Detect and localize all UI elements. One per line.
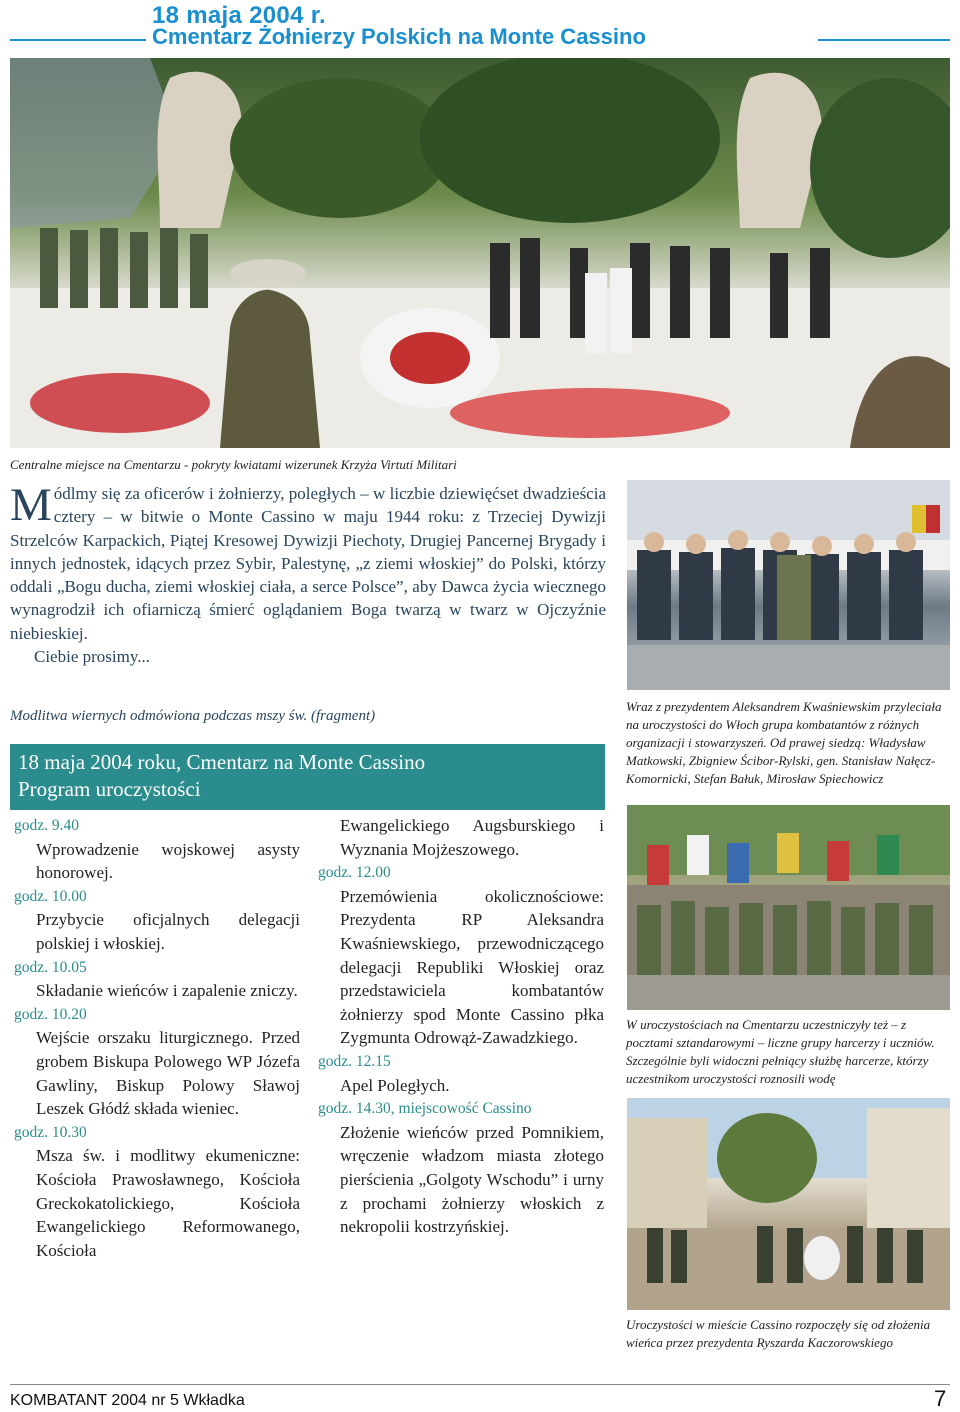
cassino-town-photo-caption: Uroczystości w mieście Cassino rozpoczęły się od złożenia wieńca przez prezydenta Ryszarda Kaczorowskiego — [626, 1317, 931, 1350]
program-time: godz. 10.30 — [14, 1123, 87, 1141]
program-right-column — [318, 814, 604, 1239]
program-time: godz. 14.30, miejscowość Cassino — [318, 1100, 532, 1118]
program-description: Wejście orszaku liturgicznego. Przed grobem Biskupa Polowego WP Józefa Gawliny, Biskup Polowy Sławoj Leszek Głódź składa wieniec. — [36, 1028, 300, 1119]
program-entry — [318, 1097, 604, 1239]
scouts-photo-caption: W uroczystościach na Cmentarzu uczestniczyły też – z pocztami sztandarowymi – liczne grupy harcerzy i uczniów. Szczególnie byli widoczni pełniący służbę harcerze, którzy uczestnikom uroczystości roznosili wodę — [626, 1017, 935, 1086]
program-entry — [14, 814, 300, 885]
program-time: godz. 10.05 — [14, 958, 87, 976]
main-photo-caption: Centralne miejsce na Cmentarzu - pokryty kwiatami wizerunek Krzyża Virtuti Militari — [10, 457, 457, 472]
veterans-photo — [627, 480, 950, 690]
program-title-box — [10, 744, 605, 810]
page-number: 7 — [934, 1386, 947, 1411]
prayer-text: ódlmy się za oficerów i żołnierzy, poległych – w liczbie dziewięćset dwadzieścia cztery – w bitwie o Monte Cassino w maju 1944 roku: z Trzeciej Dywizji Strzelców Karpackich, Piątej Kresowej Dywizji Piechoty, Drugiej Pancernej Brygady i innych jednostek, idących przez Sybir, Palestynę, „z ziemi włoskiej” do Polski, którzy oddali „Bogu ducha, ziemi włoskiej ciała, a serce Polsce”, aby Dawca życia wiecznego wynagrodził ich ofiarniczą śmierć oglądaniem Boga twarzą w twarz w Ojczyźnie niebieskiej. — [10, 484, 606, 643]
program-left-column — [14, 814, 300, 1262]
program-time: godz. 9.40 — [14, 817, 80, 834]
program-entry — [318, 861, 604, 1050]
program-description: Apel Poległych. — [340, 1075, 450, 1095]
program-description: Złożenie wieńców przed Pomnikiem, wręczenie władzom miasta złotego pierścienia „Golgoty Wschodu” i urny z prochami żołnierzy włoskich z nekropolii kostrzyńskiej. — [340, 1122, 604, 1237]
main-photo-illustration — [10, 58, 950, 448]
prayer-text-block — [10, 479, 606, 668]
header-title: Cmentarz Żołnierzy Polskich na Monte Cassino — [152, 24, 646, 49]
footer-publication: KOMBATANT 2004 nr 5 Wkładka — [10, 1392, 245, 1409]
program-time: godz. 12.15 — [318, 1052, 391, 1070]
prayer-source: Modlitwa wiernych odmówiona podczas mszy św. (fragment) — [10, 708, 376, 724]
prayer-dropcap: M — [10, 479, 52, 531]
page-header — [0, 0, 960, 60]
header-rule-right — [818, 39, 950, 41]
header-date: 18 maja 2004 r. — [152, 2, 326, 29]
prayer-closing: Ciebie prosimy... — [34, 647, 150, 667]
program-description: Wprowadzenie wojskowej asysty honorowej. — [36, 839, 300, 883]
main-ceremony-photo — [10, 58, 950, 448]
program-entry — [14, 1003, 300, 1121]
cassino-town-photo-illustration — [627, 1098, 950, 1310]
scouts-photo-illustration — [627, 805, 950, 1010]
program-time: godz. 10.20 — [14, 1005, 87, 1023]
program-continuation: Ewangelickiego Augsburskiego i Wyznania Mojżeszowego. — [340, 816, 604, 859]
program-entry — [318, 1050, 604, 1097]
program-description: Przemówienia okolicznościowe: Prezydenta RP Aleksandra Kwaśniewskiego, przewodniczącego delegacji Republiki Włoskiej oraz przedstawiciela kombatantów żołnierzy spod Monte Cassino płka Zygmunta Odrowąż-Zawadzkiego. — [340, 886, 604, 1048]
program-description: Składanie wieńców i zapalenie zniczy. — [36, 981, 298, 1001]
program-description: Przybycie oficjalnych delegacji polskiej i włoskiej. — [36, 910, 300, 953]
program-title-line2: Program uroczystości — [18, 777, 201, 801]
program-entry — [14, 956, 300, 1003]
program-entry — [14, 1121, 300, 1263]
veterans-photo-illustration — [627, 480, 950, 690]
program-time: godz. 12.00 — [318, 864, 391, 882]
program-title-line1: 18 maja 2004 roku, Cmentarz na Monte Cassino — [18, 750, 426, 774]
program-entry — [14, 885, 300, 956]
program-time: godz. 10.00 — [14, 887, 87, 905]
program-description: Msza św. i modlitwy ekumeniczne: Kościoła Prawosławnego, Kościoła Greckokatolickiego, Kościoła Ewangelickiego Reformowanego, Kościoła — [36, 1146, 300, 1260]
veterans-photo-caption: Wraz z prezydentem Aleksandrem Kwaśniewskim przyleciała na uroczystości do Włoch grupa kombatantów z różnych organizacji i stowarzyszeń. Od prawej siedzą: Władysław Matkowski, Zbigniew Ścibor-Rylski, gen. Stanisław Nałęcz-Komornicki, Stefan Bałuk, Mirosław Spiechowicz — [626, 699, 942, 786]
scouts-photo — [627, 805, 950, 1010]
footer-rule — [10, 1384, 950, 1385]
header-rule-left — [10, 39, 146, 41]
cassino-town-photo — [627, 1098, 950, 1310]
